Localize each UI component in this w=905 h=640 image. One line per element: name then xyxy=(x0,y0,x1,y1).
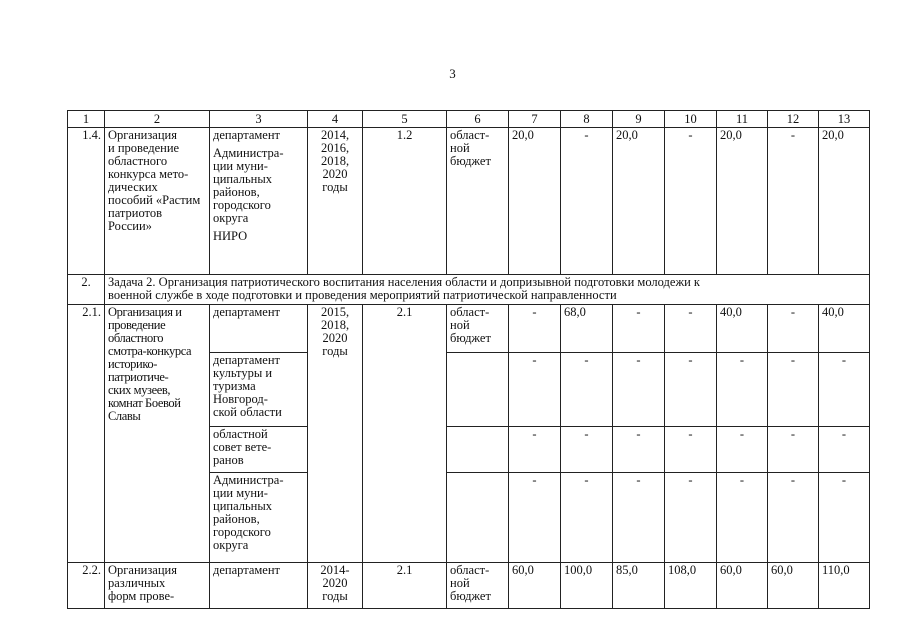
text-line: округа xyxy=(213,211,249,225)
value-cell: - xyxy=(768,128,819,275)
text-line: бюджет xyxy=(450,154,491,168)
text-line: ной xyxy=(450,318,470,332)
indicator-cell: 1.2 xyxy=(363,128,447,275)
text-line: ной xyxy=(450,141,470,155)
row-number: 2.2. xyxy=(68,563,105,609)
value-cell: 108,0 xyxy=(665,563,717,609)
text-line: областного xyxy=(108,331,164,345)
text-line: ципальных xyxy=(213,172,273,186)
text-line: Администра- xyxy=(213,146,284,160)
text-line: Организация xyxy=(108,563,177,577)
text-line: департамент xyxy=(213,305,281,319)
text-line: ции муни- xyxy=(213,486,268,500)
text-line: туризма xyxy=(213,379,256,393)
text-line: 2020 xyxy=(322,331,348,345)
value-cell: - xyxy=(819,427,870,473)
executor-cell xyxy=(210,473,308,563)
text-line: 2018, xyxy=(320,154,350,168)
text-line: конкурса мето- xyxy=(108,167,189,181)
row-number: 1.4. xyxy=(68,128,105,275)
source-cell xyxy=(447,128,509,275)
column-header: 6 xyxy=(447,111,509,128)
text-line: районов, xyxy=(213,185,260,199)
years-cell xyxy=(308,305,363,563)
text-line: Задача 2. Организация патриотического воспитания населения области и допризывной подготовки молодежи к xyxy=(108,275,700,289)
header-row xyxy=(68,111,870,128)
source-cell xyxy=(447,473,509,563)
value-cell: - xyxy=(509,353,561,427)
text-line: культуры и xyxy=(213,366,273,380)
column-header: 10 xyxy=(665,111,717,128)
value-cell: - xyxy=(768,427,819,473)
text-line: совет вете- xyxy=(213,440,272,454)
value-cell: 85,0 xyxy=(613,563,665,609)
years-cell xyxy=(308,128,363,275)
row-number: 2. xyxy=(68,275,105,305)
indicator-cell: 2.1 xyxy=(363,305,447,563)
text-line: городского xyxy=(213,525,271,539)
table-row-task-2 xyxy=(68,275,870,305)
text-line: годы xyxy=(322,180,348,194)
text-line: пособий «Растим xyxy=(108,193,201,207)
executor-cell xyxy=(210,128,308,275)
text-line: ских музеев, xyxy=(108,383,171,397)
value-cell: 100,0 xyxy=(561,563,613,609)
value-cell: - xyxy=(561,353,613,427)
text-line: департамент xyxy=(213,128,281,142)
text-line: смотра-конкурса xyxy=(108,344,192,358)
executor-cell xyxy=(210,353,308,427)
value-cell: 60,0 xyxy=(768,563,819,609)
table-row-2-2 xyxy=(68,563,870,609)
text-line: и проведение xyxy=(108,141,180,155)
value-cell: - xyxy=(768,305,819,353)
value-cell: - xyxy=(613,353,665,427)
value-cell: - xyxy=(717,427,768,473)
value-cell: - xyxy=(665,353,717,427)
text-line: дических xyxy=(108,180,158,194)
text-line: районов, xyxy=(213,512,260,526)
value-cell: - xyxy=(717,353,768,427)
text-line: форм прове- xyxy=(108,589,175,603)
text-line: 2018, xyxy=(320,318,350,332)
executor-cell xyxy=(210,305,308,353)
value-cell: - xyxy=(561,128,613,275)
table-row-1-4 xyxy=(68,128,870,275)
text-line: Новгород- xyxy=(213,392,268,406)
value-cell: - xyxy=(768,353,819,427)
text-line: ции муни- xyxy=(213,159,268,173)
value-cell: - xyxy=(768,473,819,563)
value-cell: - xyxy=(509,473,561,563)
text-line: ской области xyxy=(213,405,282,419)
text-line: област- xyxy=(450,128,490,142)
column-header: 5 xyxy=(363,111,447,128)
text-line: годы xyxy=(322,589,348,603)
value-cell: - xyxy=(509,305,561,353)
text-line: ранов xyxy=(213,453,244,467)
source-cell xyxy=(447,305,509,353)
page-number: 3 xyxy=(449,66,456,81)
text-line: городского xyxy=(213,198,271,212)
text-line: историко- xyxy=(108,357,157,371)
value-cell: - xyxy=(665,128,717,275)
value-cell: - xyxy=(665,305,717,353)
column-header: 2 xyxy=(105,111,210,128)
text-line: округа xyxy=(213,538,249,552)
column-header: 8 xyxy=(561,111,613,128)
value-cell: 110,0 xyxy=(819,563,870,609)
text-line: 2014- xyxy=(320,563,350,577)
source-cell xyxy=(447,563,509,609)
column-header: 13 xyxy=(819,111,870,128)
text-line: 2016, xyxy=(320,141,350,155)
row-number: 2.1. xyxy=(68,305,105,563)
value-cell: 40,0 xyxy=(819,305,870,353)
text-line: 2015, xyxy=(320,305,350,319)
value-cell: 20,0 xyxy=(509,128,561,275)
years-cell xyxy=(308,563,363,609)
column-header: 12 xyxy=(768,111,819,128)
text-line: комнат Боевой xyxy=(108,396,181,410)
text-line: ципальных xyxy=(213,499,273,513)
executor-cell xyxy=(210,563,308,609)
value-cell: - xyxy=(613,305,665,353)
text-line: област- xyxy=(450,563,490,577)
text-line: Славы xyxy=(108,409,141,423)
text-line: 2014, xyxy=(320,128,350,142)
text-line: бюджет xyxy=(450,331,491,345)
table-row-2-1 xyxy=(68,305,870,353)
text-line: годы xyxy=(322,344,348,358)
value-cell: - xyxy=(819,473,870,563)
text-line: областного xyxy=(108,154,168,168)
task-text xyxy=(105,275,870,305)
text-line: Организация и xyxy=(108,305,182,319)
column-header: 7 xyxy=(509,111,561,128)
value-cell: 68,0 xyxy=(561,305,613,353)
activity-cell xyxy=(105,563,210,609)
column-header: 9 xyxy=(613,111,665,128)
activity-cell xyxy=(105,305,210,563)
text-line: 2020 xyxy=(322,167,348,181)
text-line: департамент xyxy=(213,563,281,577)
text-line: патриотов xyxy=(108,206,163,220)
column-header: 1 xyxy=(68,111,105,128)
column-header: 11 xyxy=(717,111,768,128)
value-cell: - xyxy=(665,427,717,473)
text-line: Организация xyxy=(108,128,177,142)
text-line: 2020 xyxy=(322,576,348,590)
text-line: военной службе в ходе подготовки и проведения мероприятий патриотической направленности xyxy=(108,288,617,302)
text-line: НИРО xyxy=(213,229,248,243)
text-line: проведение xyxy=(108,318,166,332)
activity-cell xyxy=(105,128,210,275)
value-cell: - xyxy=(665,473,717,563)
value-cell: - xyxy=(717,473,768,563)
value-cell: - xyxy=(819,353,870,427)
source-cell xyxy=(447,353,509,427)
value-cell: 20,0 xyxy=(613,128,665,275)
column-header: 4 xyxy=(308,111,363,128)
text-line: област- xyxy=(450,305,490,319)
value-cell: - xyxy=(509,427,561,473)
text-line: Администра- xyxy=(213,473,284,487)
text-line: патриотиче- xyxy=(108,370,169,384)
value-cell: 20,0 xyxy=(717,128,768,275)
source-cell xyxy=(447,427,509,473)
value-cell: 20,0 xyxy=(819,128,870,275)
executor-cell xyxy=(210,427,308,473)
text-line: бюджет xyxy=(450,589,491,603)
column-header: 3 xyxy=(210,111,308,128)
value-cell: 40,0 xyxy=(717,305,768,353)
indicator-cell: 2.1 xyxy=(363,563,447,609)
value-cell: - xyxy=(561,473,613,563)
value-cell: - xyxy=(613,427,665,473)
program-table xyxy=(67,110,870,609)
text-line: департамент xyxy=(213,353,281,367)
value-cell: 60,0 xyxy=(509,563,561,609)
value-cell: - xyxy=(561,427,613,473)
value-cell: 60,0 xyxy=(717,563,768,609)
text-line: России» xyxy=(108,219,152,233)
value-cell: - xyxy=(613,473,665,563)
text-line: ной xyxy=(450,576,470,590)
text-line: областной xyxy=(213,427,268,441)
text-line: различных xyxy=(108,576,166,590)
